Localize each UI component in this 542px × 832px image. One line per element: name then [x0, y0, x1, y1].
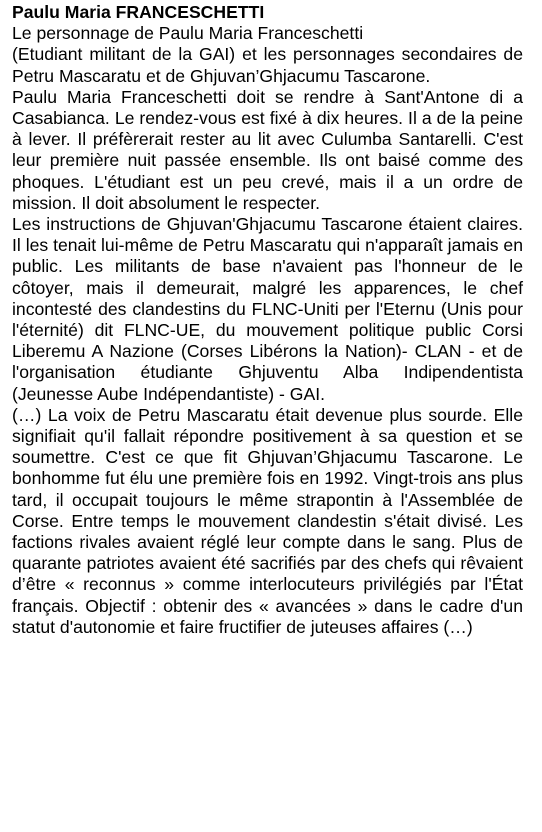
paragraph-voice: (…) La voix de Petru Mascaratu était devenue plus sourde. Elle signifiait qu'il fallait répondre positivement à sa question et se soumettre. C'est ce que fit Ghjuvan’Ghjacumu Tascarone. Le bonhomme fut élu une première fois en 1992. Vingt-trois ans plus tard, il occupait toujours le même strapontin à l'Assemblée de Corse. Entre temps le mouvement clandestin s'était divisé. Les factions rivales avaient réglé leur compte dans le sang. Plus de quarante patriotes avaient été sacrifiés par des chefs qui rêvaient d’être « reconnus » comme interlocuteurs privilégiés par l'État français. Objectif : obtenir des « avancées » dans le cadre d'un statut d'autonomie et faire fructifier de juteuses affaires (…)	[12, 404, 523, 637]
paragraph-instructions: Les instructions de Ghjuvan'Ghjacumu Tascarone étaient claires. Il les tenait lui-même de Petru Mascaratu qui n'apparaît jamais en public. Les militants de base n'avaient pas l'honneur de le côtoyer, mais il demeurait, malgré les apparences, le chef incontesté des clandestins du FLNC-Uniti per l'Eternu (Unis pour l'éternité) dit FLNC-UE, du mouvement politique public Corsi Liberemu A Nazione (Corses Libérons la Nation)- CLAN - et de l'organisation étudiante Ghjuventu Alba Indipendentista (Jeunesse Aube Indépendantiste) - GAI.	[12, 214, 523, 404]
document-body	[12, 2, 523, 638]
paragraph-rendezvous: Paulu Maria Franceschetti doit se rendre à Sant'Antone di a Casabianca. Le rendez-vous est fixé à dix heures. Il a de la peine à lever. Il préfèrerait rester au lit avec Culumba Santarelli. C'est leur première nuit passée ensemble. Ils ont baisé comme des phoques. L'étudiant est un peu crevé, mais il a un ordre de mission. Il doit absolument le respecter.	[12, 86, 523, 213]
document-title: Paulu Maria FRANCESCHETTI	[12, 2, 265, 22]
paragraph-intro: Le personnage de Paulu Maria Franceschetti	[12, 23, 364, 44]
paragraph-characters: (Etudiant militant de la GAI) et les personnages secondaires de Petru Mascaratu et de Ghjuvan’Ghjacumu Tascarone.	[12, 44, 523, 86]
